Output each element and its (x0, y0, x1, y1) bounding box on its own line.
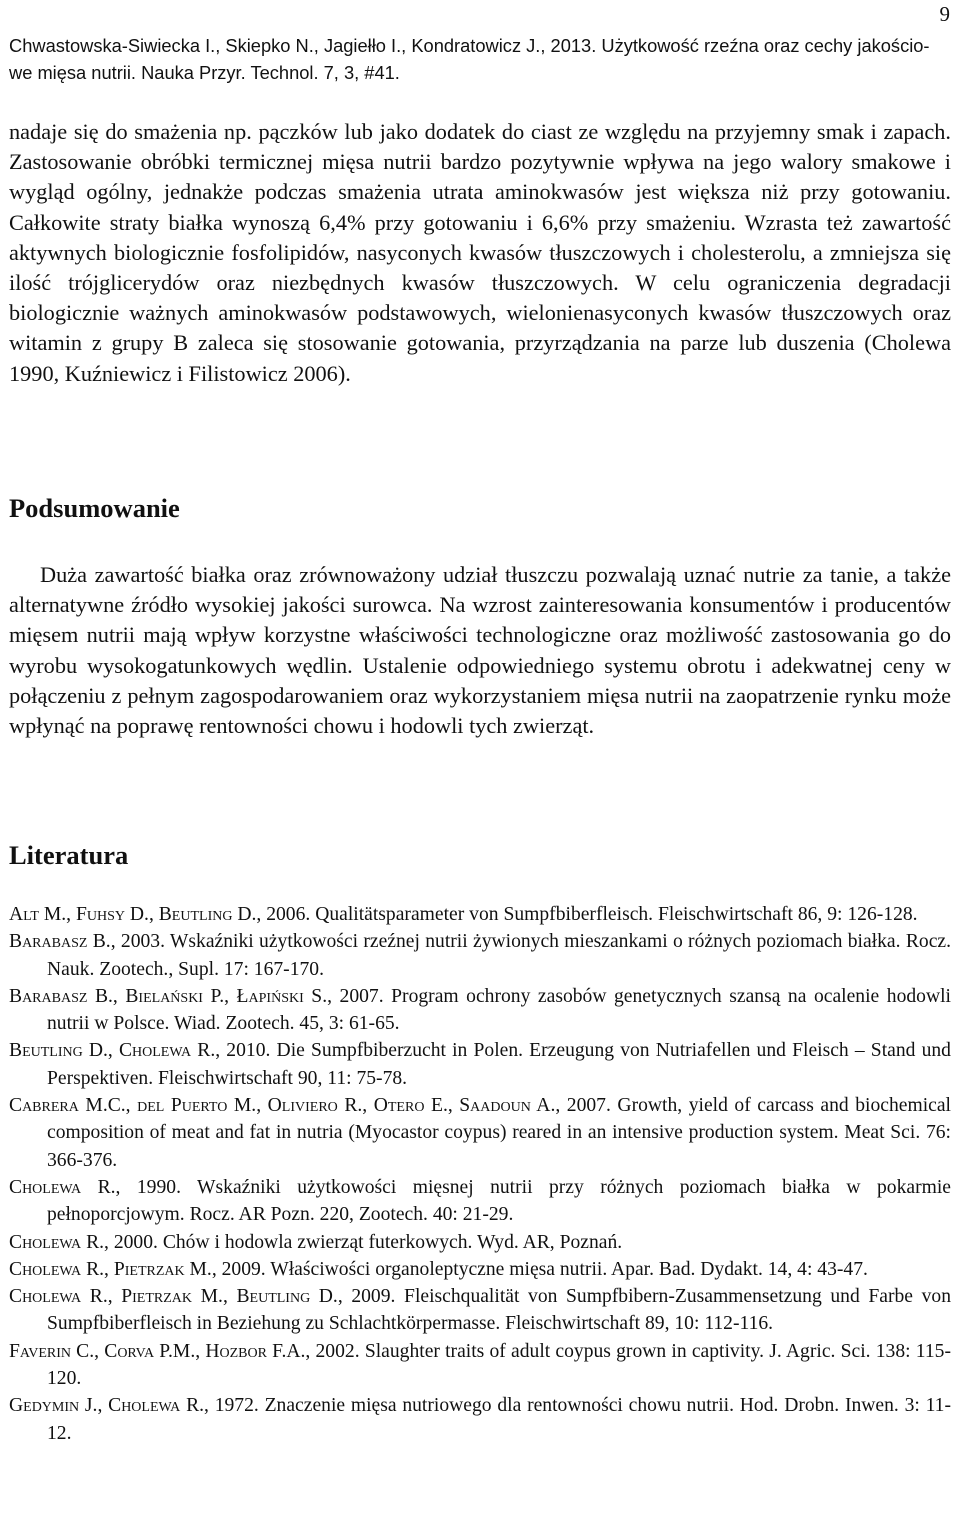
reference-text: Wskaźniki użytkowości rzeźnej nutrii żywionych mieszankami o różnych poziomach białka. Rocz. Nauk. Zootech., Supl. 17: 167-170. (47, 931, 951, 980)
reference-text: Slaughter traits of adult coypus grown in captivity. J. Agric. Sci. 138: 115-120. (47, 1340, 951, 1390)
reference-authors: Alt M., Fuhsy D., Beutling D., 2006. (9, 904, 311, 925)
header-citation-line-1: Chwastowska-Siwiecka I., Skiepko N., Jagiełło I., Kondratowicz J., 2013. Użytkowość rzeźna oraz cechy jakościo- (9, 35, 930, 56)
header-citation-line-2: we mięsa nutrii. Nauka Przyr. Technol. 7, 3, #41. (9, 62, 400, 83)
reference-entry (9, 1037, 951, 1092)
reference-text: Chów i hodowla zwierząt futerkowych. Wyd. AR, Poznań. (157, 1231, 623, 1253)
reference-authors: Cholewa R., 1990. (9, 1176, 181, 1198)
reference-authors: Cabrera M.C., del Puerto M., Oliviero R., Otero E., Saadoun A., 2007. (9, 1095, 611, 1117)
summary-paragraph: Duża zawartość białka oraz zrównoważony udział tłuszczu pozwalają uznać nutrie za tanie, a także alternatywne źródło wysokiej jakości surowca. Na wzrost zainteresowania konsumentów i producentów mięsem nutrii mają wpływ korzystne właściwości technologiczne oraz możliwość zastosowania go do wyrobu wysokogatunkowych wędlin. Ustalenie odpowiedniego systemu obrotu i adekwatnej ceny w połączeniu z pełnym zagospodarowaniem oraz wykorzystaniem mięsa nutrii na zaopatrzenie rynku może wpłynąć na poprawę rentowności chowu i hodowli tych zwierząt. (9, 562, 951, 739)
reference-text: Growth, yield of carcass and biochemical composition of meat and fat in nutria (Myocastor coypus) reared in an intensive production system. Meat Sci. 76: 366-376. (47, 1095, 951, 1171)
references-heading: Literatura (9, 840, 129, 870)
reference-authors: Faverin C., Corva P.M., Hozbor F.A., 2002. (9, 1340, 360, 1362)
reference-text: Fleischqualität von Sumpfbibern-Zusammensetzung und Farbe von Sumpfbiberfleisch in Beziehung zu Schlachtkörpermasse. Fleischwirtschaft 89, 10: 112-116. (47, 1286, 951, 1335)
reference-authors: Gedymin J., Cholewa R., 1972. (9, 1395, 259, 1417)
reference-entry (9, 1174, 951, 1229)
reference-entry (9, 928, 951, 983)
reference-authors: Beutling D., Cholewa R., 2010. (9, 1040, 271, 1062)
reference-text: Qualitätsparameter von Sumpfbiberfleisch. Fleischwirtschaft 86, 9: 126-128. (310, 904, 918, 925)
reference-text: Właściwości organoleptyczne mięsa nutrii. Apar. Bad. Dydakt. 14, 4: 43-47. (265, 1258, 868, 1280)
reference-entry (9, 901, 951, 928)
continued-paragraph: nadaje się do smażenia np. pączków lub jako dodatek do ciast ze względu na przyjemny smak i zapach. Zastosowanie obróbki termicznej mięsa nutrii bardzo pozytywnie wpływa na jego walory smakowe i wygląd ogólny, jednakże podczas smażenia utrata aminokwasów jest większa niż przy gotowaniu. Całkowite straty białka wynoszą 6,4% przy gotowaniu i 6,6% przy smażeniu. Wzrasta też zawartość aktywnych biologicznie fosfolipidów, nasyconych kwasów tłuszczowych i cholesterolu, a zmniejsza się ilość trójglicerydów oraz niezbędnych kwasów tłuszczowych. W celu ograniczenia degradacji biologicznie ważnych aminokwasów podstawowych, wielonienasyconych kwasów tłuszczowych oraz witamin z grupy B zaleca się stosowanie gotowania, przyrządzania na parze lub duszenia (Cholewa 1990, Kuźniewicz i Filistowicz 2006). (9, 119, 951, 386)
reference-authors: Barabasz B., Bielański P., Łapiński S., 2007. (9, 985, 384, 1007)
references-list (9, 901, 951, 1447)
reference-entry (9, 983, 951, 1038)
reference-entry (9, 1256, 951, 1283)
reference-entry (9, 1229, 951, 1256)
reference-entry (9, 1283, 951, 1338)
reference-text: Die Sumpfbiberzucht in Polen. Erzeugung von Nutriafellen und Fleisch – Stand und Perspektiven. Fleischwirtschaft 90, 11: 75-78. (47, 1040, 951, 1089)
running-header (9, 32, 951, 86)
reference-authors: Barabasz B., 2003. (9, 931, 165, 953)
reference-authors: Cholewa R., Pietrzak M., Beutling D., 2009. (9, 1286, 396, 1308)
summary-heading: Podsumowanie (9, 493, 180, 523)
reference-entry (9, 1092, 951, 1174)
reference-authors: Cholewa R., Pietrzak M., 2009. (9, 1258, 266, 1280)
reference-entry (9, 1338, 951, 1393)
reference-entry (9, 1392, 951, 1447)
reference-authors: Cholewa R., 2000. (9, 1231, 158, 1253)
reference-text: Wskaźniki użytkowości mięsnej nutrii przy różnych poziomach białka w pokarmie pełnoporcjowym. Rocz. AR Pozn. 220, Zootech. 40: 21-29. (47, 1176, 951, 1226)
reference-text: Program ochrony zasobów genetycznych szansą na ocalenie hodowli nutrii w Polsce. Wiad. Zootech. 45, 3: 61-65. (47, 985, 951, 1035)
reference-text: Znaczenie mięsa nutriowego dla rentowności chowu nutrii. Hod. Drobn. Inwen. 3: 11-12. (47, 1395, 951, 1444)
page-number: 9 (939, 2, 950, 26)
